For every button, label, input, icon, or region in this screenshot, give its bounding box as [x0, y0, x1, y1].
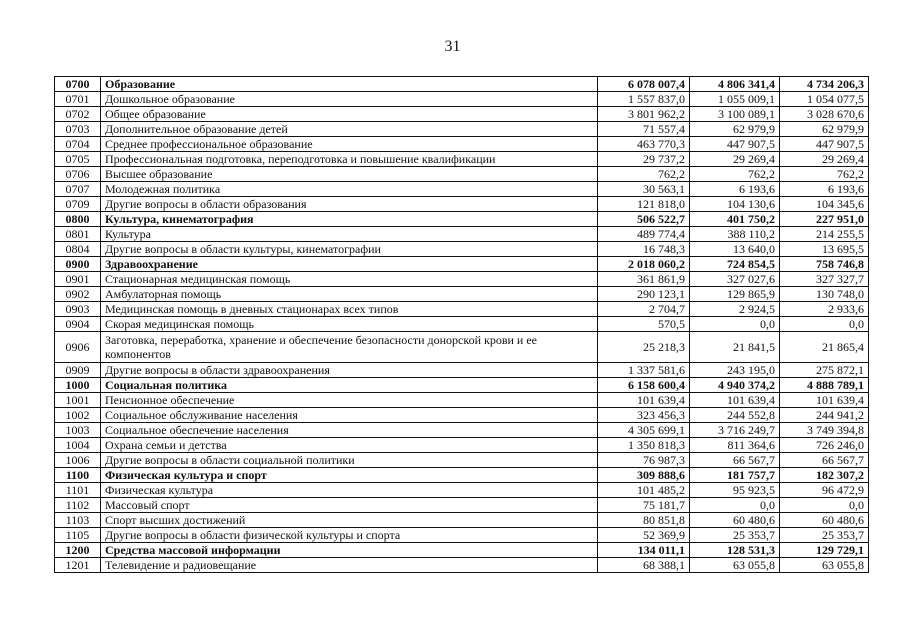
row-value-2-cell: 25 353,7: [690, 528, 780, 543]
row-value-3-cell: 3 749 394,8: [780, 423, 869, 438]
table-row: [55, 528, 869, 543]
row-name-cell: Массовый спорт: [101, 498, 598, 513]
row-value-2-cell: 129 865,9: [690, 287, 780, 302]
row-value-1-cell: 29 737,2: [598, 152, 690, 167]
table-row: [55, 122, 869, 137]
table-row: [55, 453, 869, 468]
row-code-cell: 0903: [55, 302, 101, 317]
row-name-cell: Общее образование: [101, 107, 598, 122]
row-name-cell: Культура, кинематография: [101, 212, 598, 227]
row-code-cell: 1100: [55, 468, 101, 483]
row-value-1-cell: 30 563,1: [598, 182, 690, 197]
row-value-2-cell: 1 055 009,1: [690, 92, 780, 107]
row-value-1-cell: 4 305 699,1: [598, 423, 690, 438]
table-row: [55, 152, 869, 167]
row-name-cell: Физическая культура и спорт: [101, 468, 598, 483]
row-value-1-cell: 80 851,8: [598, 513, 690, 528]
table-row: [55, 272, 869, 287]
row-value-3-cell: 2 933,6: [780, 302, 869, 317]
row-code-cell: 0901: [55, 272, 101, 287]
row-value-1-cell: 71 557,4: [598, 122, 690, 137]
row-code-cell: 1200: [55, 543, 101, 558]
row-name-cell: Заготовка, переработка, хранение и обеспечение безопасности донорской крови и ее компонентов: [101, 332, 598, 363]
table-row: [55, 302, 869, 317]
row-value-2-cell: 66 567,7: [690, 453, 780, 468]
table-row: [55, 227, 869, 242]
row-value-2-cell: 29 269,4: [690, 152, 780, 167]
row-name-cell: Спорт высших достижений: [101, 513, 598, 528]
row-value-3-cell: 214 255,5: [780, 227, 869, 242]
row-value-1-cell: 323 456,3: [598, 408, 690, 423]
row-value-3-cell: 63 055,8: [780, 558, 869, 573]
row-name-cell: Социальное обслуживание населения: [101, 408, 598, 423]
row-code-cell: 1201: [55, 558, 101, 573]
table-row: [55, 498, 869, 513]
row-code-cell: 0703: [55, 122, 101, 137]
row-name-cell: Другие вопросы в области социальной политики: [101, 453, 598, 468]
row-value-3-cell: 275 872,1: [780, 363, 869, 378]
table-row: [55, 137, 869, 152]
row-name-cell: Дошкольное образование: [101, 92, 598, 107]
row-value-3-cell: 762,2: [780, 167, 869, 182]
row-name-cell: Другие вопросы в области здравоохранения: [101, 363, 598, 378]
row-value-2-cell: 104 130,6: [690, 197, 780, 212]
row-code-cell: 0705: [55, 152, 101, 167]
row-value-3-cell: 104 345,6: [780, 197, 869, 212]
table-row: [55, 513, 869, 528]
row-value-3-cell: 244 941,2: [780, 408, 869, 423]
section-row: [55, 543, 869, 558]
row-value-2-cell: 101 639,4: [690, 393, 780, 408]
row-name-cell: Дополнительное образование детей: [101, 122, 598, 137]
row-name-cell: Скорая медицинская помощь: [101, 317, 598, 332]
row-name-cell: Средства массовой информации: [101, 543, 598, 558]
row-code-cell: 0906: [55, 332, 101, 363]
row-value-1-cell: 309 888,6: [598, 468, 690, 483]
table-row: [55, 483, 869, 498]
table-row: [55, 317, 869, 332]
row-code-cell: 0700: [55, 77, 101, 92]
row-value-1-cell: 101 485,2: [598, 483, 690, 498]
row-value-1-cell: 52 369,9: [598, 528, 690, 543]
row-value-3-cell: 327 327,7: [780, 272, 869, 287]
row-value-1-cell: 121 818,0: [598, 197, 690, 212]
row-value-3-cell: 130 748,0: [780, 287, 869, 302]
table-row: [55, 287, 869, 302]
row-value-3-cell: 3 028 670,6: [780, 107, 869, 122]
row-code-cell: 0902: [55, 287, 101, 302]
table-row: [55, 423, 869, 438]
row-code-cell: 0909: [55, 363, 101, 378]
row-value-3-cell: 726 246,0: [780, 438, 869, 453]
row-name-cell: Стационарная медицинская помощь: [101, 272, 598, 287]
row-value-1-cell: 1 337 581,6: [598, 363, 690, 378]
row-code-cell: 0800: [55, 212, 101, 227]
row-value-3-cell: 0,0: [780, 317, 869, 332]
row-value-2-cell: 6 193,6: [690, 182, 780, 197]
table-row: [55, 242, 869, 257]
row-value-2-cell: 447 907,5: [690, 137, 780, 152]
row-name-cell: Высшее образование: [101, 167, 598, 182]
row-code-cell: 1004: [55, 438, 101, 453]
row-value-1-cell: 101 639,4: [598, 393, 690, 408]
table-row: [55, 393, 869, 408]
row-value-2-cell: 95 923,5: [690, 483, 780, 498]
row-value-3-cell: 29 269,4: [780, 152, 869, 167]
section-row: [55, 77, 869, 92]
table-row: [55, 197, 869, 212]
row-value-1-cell: 2 704,7: [598, 302, 690, 317]
row-value-2-cell: 0,0: [690, 317, 780, 332]
table-row: [55, 182, 869, 197]
row-code-cell: 0701: [55, 92, 101, 107]
row-value-3-cell: 1 054 077,5: [780, 92, 869, 107]
row-value-2-cell: 4 806 341,4: [690, 77, 780, 92]
row-value-2-cell: 3 716 249,7: [690, 423, 780, 438]
row-code-cell: 1001: [55, 393, 101, 408]
row-value-3-cell: 60 480,6: [780, 513, 869, 528]
row-value-3-cell: 25 353,7: [780, 528, 869, 543]
row-code-cell: 0706: [55, 167, 101, 182]
row-code-cell: 1101: [55, 483, 101, 498]
row-value-2-cell: 388 110,2: [690, 227, 780, 242]
row-value-1-cell: 6 158 600,4: [598, 378, 690, 393]
row-value-3-cell: 0,0: [780, 498, 869, 513]
table-row: [55, 332, 869, 363]
row-name-cell: Другие вопросы в области культуры, кинематографии: [101, 242, 598, 257]
row-value-1-cell: 2 018 060,2: [598, 257, 690, 272]
row-name-cell: Другие вопросы в области физической культуры и спорта: [101, 528, 598, 543]
row-value-1-cell: 134 011,1: [598, 543, 690, 558]
row-value-2-cell: 811 364,6: [690, 438, 780, 453]
row-value-2-cell: 62 979,9: [690, 122, 780, 137]
row-value-2-cell: 244 552,8: [690, 408, 780, 423]
row-name-cell: Телевидение и радиовещание: [101, 558, 598, 573]
row-name-cell: Культура: [101, 227, 598, 242]
row-value-3-cell: 447 907,5: [780, 137, 869, 152]
table-row: [55, 92, 869, 107]
row-value-2-cell: 128 531,3: [690, 543, 780, 558]
row-value-2-cell: 4 940 374,2: [690, 378, 780, 393]
row-code-cell: 1000: [55, 378, 101, 393]
row-value-1-cell: 68 388,1: [598, 558, 690, 573]
row-code-cell: 0707: [55, 182, 101, 197]
row-name-cell: Образование: [101, 77, 598, 92]
row-code-cell: 0904: [55, 317, 101, 332]
row-code-cell: 1006: [55, 453, 101, 468]
budget-table: [54, 76, 869, 573]
row-value-2-cell: 63 055,8: [690, 558, 780, 573]
row-value-2-cell: 243 195,0: [690, 363, 780, 378]
row-value-3-cell: 6 193,6: [780, 182, 869, 197]
row-value-2-cell: 21 841,5: [690, 332, 780, 363]
row-name-cell: Медицинская помощь в дневных стационарах всех типов: [101, 302, 598, 317]
table-row: [55, 408, 869, 423]
row-code-cell: 0704: [55, 137, 101, 152]
row-code-cell: 0804: [55, 242, 101, 257]
row-value-1-cell: 16 748,3: [598, 242, 690, 257]
row-value-3-cell: 13 695,5: [780, 242, 869, 257]
table-row: [55, 438, 869, 453]
section-row: [55, 212, 869, 227]
row-value-2-cell: 181 757,7: [690, 468, 780, 483]
row-value-1-cell: 1 350 818,3: [598, 438, 690, 453]
row-value-1-cell: 489 774,4: [598, 227, 690, 242]
row-value-3-cell: 182 307,2: [780, 468, 869, 483]
table-row: [55, 558, 869, 573]
row-name-cell: Охрана семьи и детства: [101, 438, 598, 453]
row-value-2-cell: 327 027,6: [690, 272, 780, 287]
page-number: 31: [444, 38, 461, 55]
row-value-2-cell: 401 750,2: [690, 212, 780, 227]
row-value-3-cell: 101 639,4: [780, 393, 869, 408]
row-value-3-cell: 4 888 789,1: [780, 378, 869, 393]
row-name-cell: Другие вопросы в области образования: [101, 197, 598, 212]
row-value-2-cell: 13 640,0: [690, 242, 780, 257]
row-code-cell: 0702: [55, 107, 101, 122]
row-name-cell: Амбулаторная помощь: [101, 287, 598, 302]
row-value-1-cell: 3 801 962,2: [598, 107, 690, 122]
row-code-cell: 1105: [55, 528, 101, 543]
row-name-cell: Пенсионное обеспечение: [101, 393, 598, 408]
row-name-cell: Социальное обеспечение населения: [101, 423, 598, 438]
row-value-1-cell: 25 218,3: [598, 332, 690, 363]
row-value-3-cell: 758 746,8: [780, 257, 869, 272]
row-value-1-cell: 570,5: [598, 317, 690, 332]
row-code-cell: 1103: [55, 513, 101, 528]
row-value-2-cell: 60 480,6: [690, 513, 780, 528]
row-value-2-cell: 0,0: [690, 498, 780, 513]
section-row: [55, 257, 869, 272]
row-value-1-cell: 76 987,3: [598, 453, 690, 468]
row-code-cell: 1003: [55, 423, 101, 438]
row-name-cell: Среднее профессиональное образование: [101, 137, 598, 152]
row-code-cell: 1002: [55, 408, 101, 423]
row-value-2-cell: 2 924,5: [690, 302, 780, 317]
table-row: [55, 167, 869, 182]
row-code-cell: 0801: [55, 227, 101, 242]
row-value-2-cell: 762,2: [690, 167, 780, 182]
row-value-1-cell: 506 522,7: [598, 212, 690, 227]
row-value-3-cell: 96 472,9: [780, 483, 869, 498]
table-row: [55, 363, 869, 378]
row-name-cell: Профессиональная подготовка, переподготовка и повышение квалификации: [101, 152, 598, 167]
row-value-1-cell: 762,2: [598, 167, 690, 182]
row-value-1-cell: 6 078 007,4: [598, 77, 690, 92]
table-row: [55, 107, 869, 122]
row-value-3-cell: 62 979,9: [780, 122, 869, 137]
row-value-1-cell: 361 861,9: [598, 272, 690, 287]
row-value-1-cell: 75 181,7: [598, 498, 690, 513]
section-row: [55, 468, 869, 483]
row-value-3-cell: 21 865,4: [780, 332, 869, 363]
row-value-1-cell: 1 557 837,0: [598, 92, 690, 107]
row-value-3-cell: 4 734 206,3: [780, 77, 869, 92]
section-row: [55, 378, 869, 393]
row-value-1-cell: 290 123,1: [598, 287, 690, 302]
row-code-cell: 0709: [55, 197, 101, 212]
row-name-cell: Молодежная политика: [101, 182, 598, 197]
budget-table-body: [55, 77, 869, 573]
row-code-cell: 0900: [55, 257, 101, 272]
row-value-3-cell: 227 951,0: [780, 212, 869, 227]
row-code-cell: 1102: [55, 498, 101, 513]
row-value-2-cell: 3 100 089,1: [690, 107, 780, 122]
row-value-3-cell: 129 729,1: [780, 543, 869, 558]
row-value-2-cell: 724 854,5: [690, 257, 780, 272]
row-value-1-cell: 463 770,3: [598, 137, 690, 152]
row-name-cell: Социальная политика: [101, 378, 598, 393]
row-value-3-cell: 66 567,7: [780, 453, 869, 468]
row-name-cell: Физическая культура: [101, 483, 598, 498]
row-name-cell: Здравоохранение: [101, 257, 598, 272]
